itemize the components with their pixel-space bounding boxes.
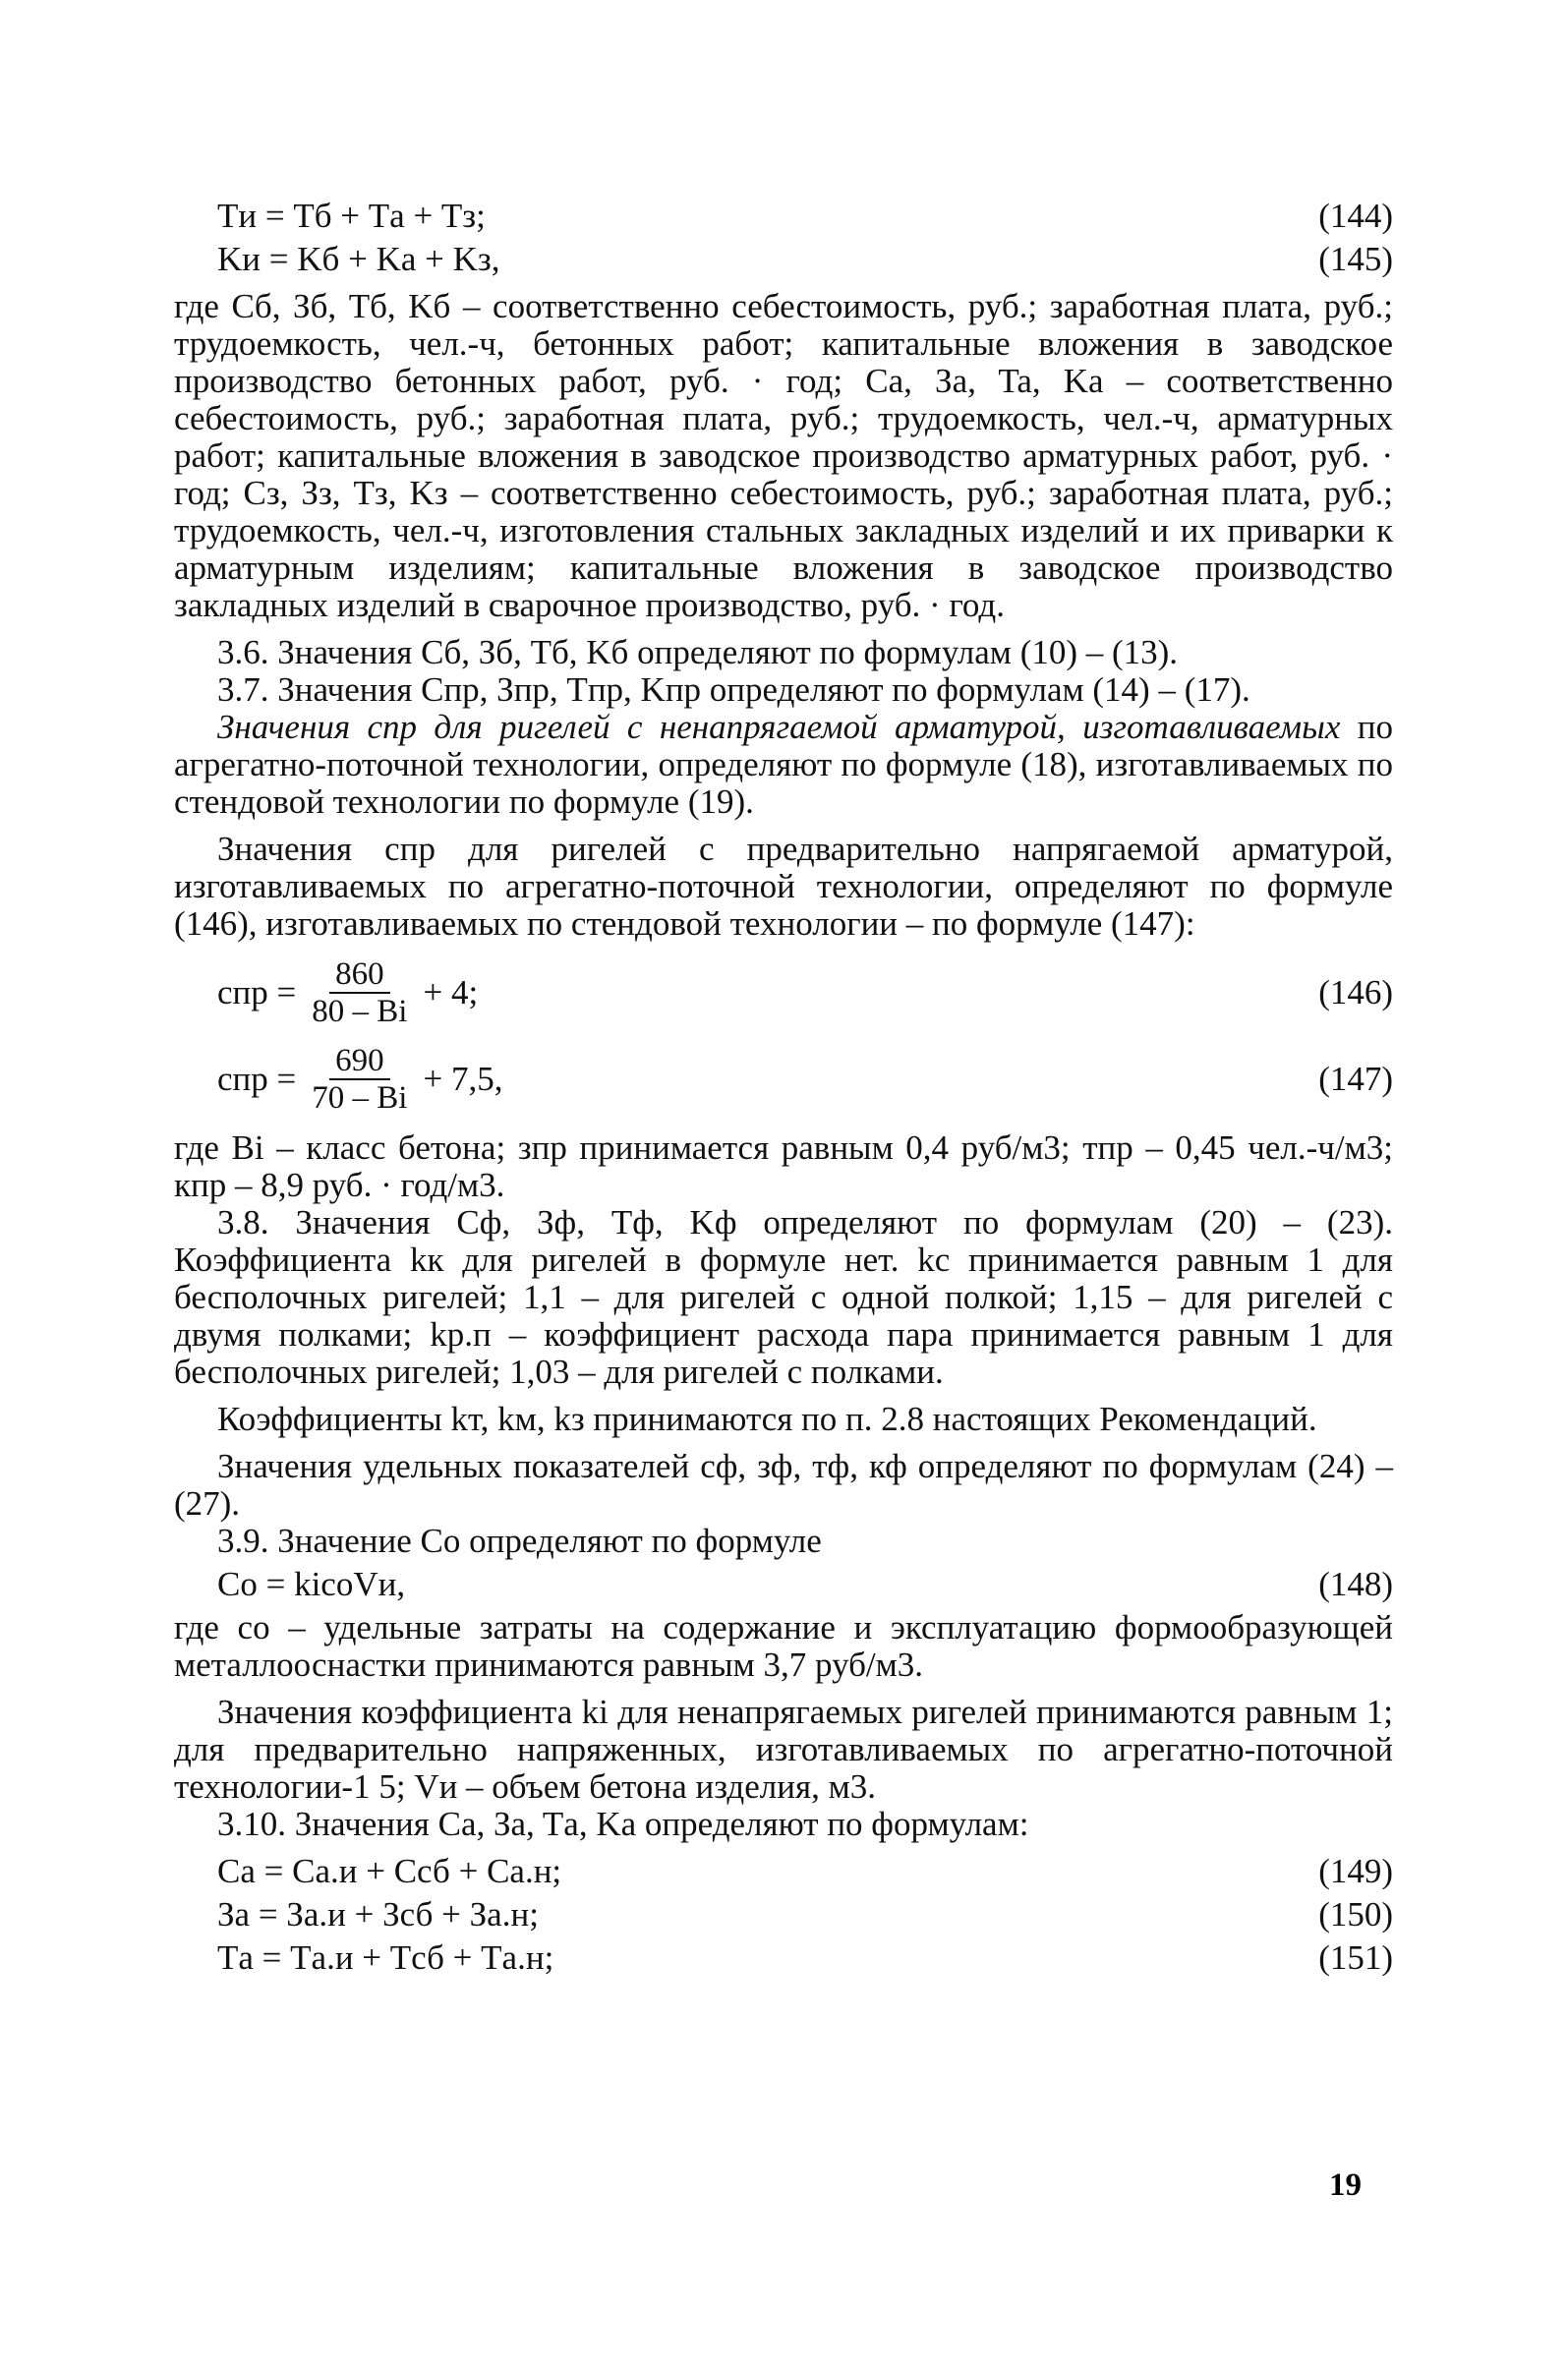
- equation-number: (148): [1318, 1565, 1393, 1603]
- equation-145: [174, 241, 1393, 278]
- paragraph-148-b: Значения коэффициента ki для ненапрягаемых ригелей принимаются равным 1; для предварительно напряженных, изготавливаемых по агрегатно-поточной технологии-1 5; Vи – объем бетона изделия, м3.: [174, 1693, 1393, 1806]
- equation-expression: Kи = Kб + Kа + Kз,: [217, 240, 500, 278]
- equation-144: [174, 198, 1393, 235]
- equation-expression: Tи = Tб + Tа + Tз;: [217, 197, 486, 235]
- paragraph-definitions: где Cб, Зб, Tб, Kб – соответственно себестоимость, руб.; заработная плата, руб.; трудоемкость, чел.-ч, бетонных работ; капитальные вложения в заводское производство бетонных работ, руб. · год; Cа, Зa, Ta, Kа – соответственно себестоимость, руб.; заработная плата, руб.; трудоемкость, чел.-ч, арматурных работ; капитальные вложения в заводское производство арматурных работ, руб. · год; Cз, Зз, Tз, Kз – соответственно себестоимость, руб.; заработная плата, руб.; трудоемкость, чел.-ч, изготовления стальных закладных изделий и их приварки к арматурным изделиям; капитальные вложения в заводское производство закладных изделий в сварочное производство, руб. · год.: [174, 287, 1393, 624]
- equation-150: [174, 1896, 1393, 1934]
- paragraph-3-9: 3.9. Значение Co определяют по формуле: [217, 1522, 822, 1560]
- equation-expression: Tа = Tа.и + Tсб + Tа.н;: [217, 1938, 554, 1977]
- fraction: [306, 956, 413, 1029]
- numerator: 860: [329, 956, 390, 994]
- equation-148: [174, 1566, 1393, 1603]
- equation-number: (150): [1318, 1895, 1393, 1934]
- equation-149: [174, 1853, 1393, 1890]
- numerator: 690: [329, 1043, 390, 1080]
- denominator: 70 – Bi: [312, 1080, 408, 1116]
- paragraph-3-8: 3.8. Значения Cф, Зф, Tф, Kф определяют по формулам (20) – (23). Коэффициента kк для ригелей в формуле нет. kс принимается равным 1 для бесполочных ригелей; 1,1 – для ригелей с одной полкой; 1,15 – для ригелей с двумя полками; kр.п – коэффициент расхода пара принимается равным 1 для бесполочных ригелей; 1,03 – для ригелей с полками.: [174, 1203, 1393, 1391]
- equation-expression: [174, 1043, 502, 1116]
- equation-number: (151): [1318, 1938, 1393, 1977]
- paragraph-3-8-b: Коэффициенты kт, kм, kз принимаются по п. 2.8 настоящих Рекомендаций.: [217, 1400, 1317, 1438]
- page-number: 19: [1329, 2167, 1362, 2203]
- equation-expression: [174, 956, 478, 1029]
- equation-lhs: cпр =: [217, 1060, 297, 1098]
- equation-expression: Cа = Cа.и + Cсб + Cа.н;: [217, 1852, 562, 1890]
- equation-lhs: cпр =: [217, 973, 297, 1011]
- paragraph-3-8-c: Значения удельных показателей cф, зф, тф, кф определяют по формулам (24) – (27).: [174, 1447, 1393, 1523]
- paragraph-148-where: где co – удельные затраты на содержание и эксплуатацию формообразующей металлооснастки принимаются равным 3,7 руб/м3.: [174, 1608, 1393, 1684]
- paragraph-text: по агрегатно-поточной технологии, определяют по формуле (18), изготавливаемых по стендовой технологии по формуле (19).: [174, 708, 1394, 821]
- equation-expression: За = За.и + Зсб + За.н;: [217, 1895, 539, 1934]
- equation-expression: Co = kicoVи,: [217, 1565, 406, 1603]
- paragraph-3-7-a: [174, 709, 1393, 821]
- fraction: [306, 1043, 413, 1116]
- equation-number: (146): [1318, 973, 1393, 1011]
- equation-tail: + 7,5,: [423, 1060, 503, 1098]
- equation-number: (147): [1318, 1060, 1393, 1098]
- equation-151: [174, 1939, 1393, 1977]
- italic-text: Значения cпр для ригелей с ненапрягаемой арматурой, изготавливаемых: [217, 708, 1341, 746]
- document-page: [174, 192, 1393, 1983]
- equation-tail: + 4;: [423, 973, 479, 1011]
- paragraph-147-where: где Bi – класс бетона; зпр принимается равным 0,4 руб/м3; тпр – 0,45 чел.-ч/м3; кпр – 8,9 руб. · год/м3.: [174, 1128, 1393, 1204]
- paragraph-3-7: 3.7. Значения Cпр, Зпр, Tпр, Kпр определяют по формулам (14) – (17).: [217, 670, 1250, 709]
- equation-146: [174, 956, 1393, 1029]
- denominator: 80 – Bi: [312, 994, 408, 1029]
- equation-number: (145): [1318, 240, 1393, 278]
- paragraph-3-6: 3.6. Значения Cб, Зб, Tб, Kб определяют по формулам (10) – (13).: [217, 633, 1179, 671]
- equation-number: (149): [1318, 1852, 1393, 1890]
- paragraph-3-7-b: Значения cпр для ригелей с предварительно напрягаемой арматурой, изготавливаемых по агрегатно-поточной технологии, определяют по формуле (146), изготавливаемых по стендовой технологии – по формуле (147):: [174, 830, 1393, 943]
- equation-147: [174, 1043, 1393, 1116]
- equation-number: (144): [1318, 197, 1393, 235]
- paragraph-3-10: 3.10. Значения Cа, Зa, Tа, Kа определяют по формулам:: [217, 1805, 1029, 1843]
